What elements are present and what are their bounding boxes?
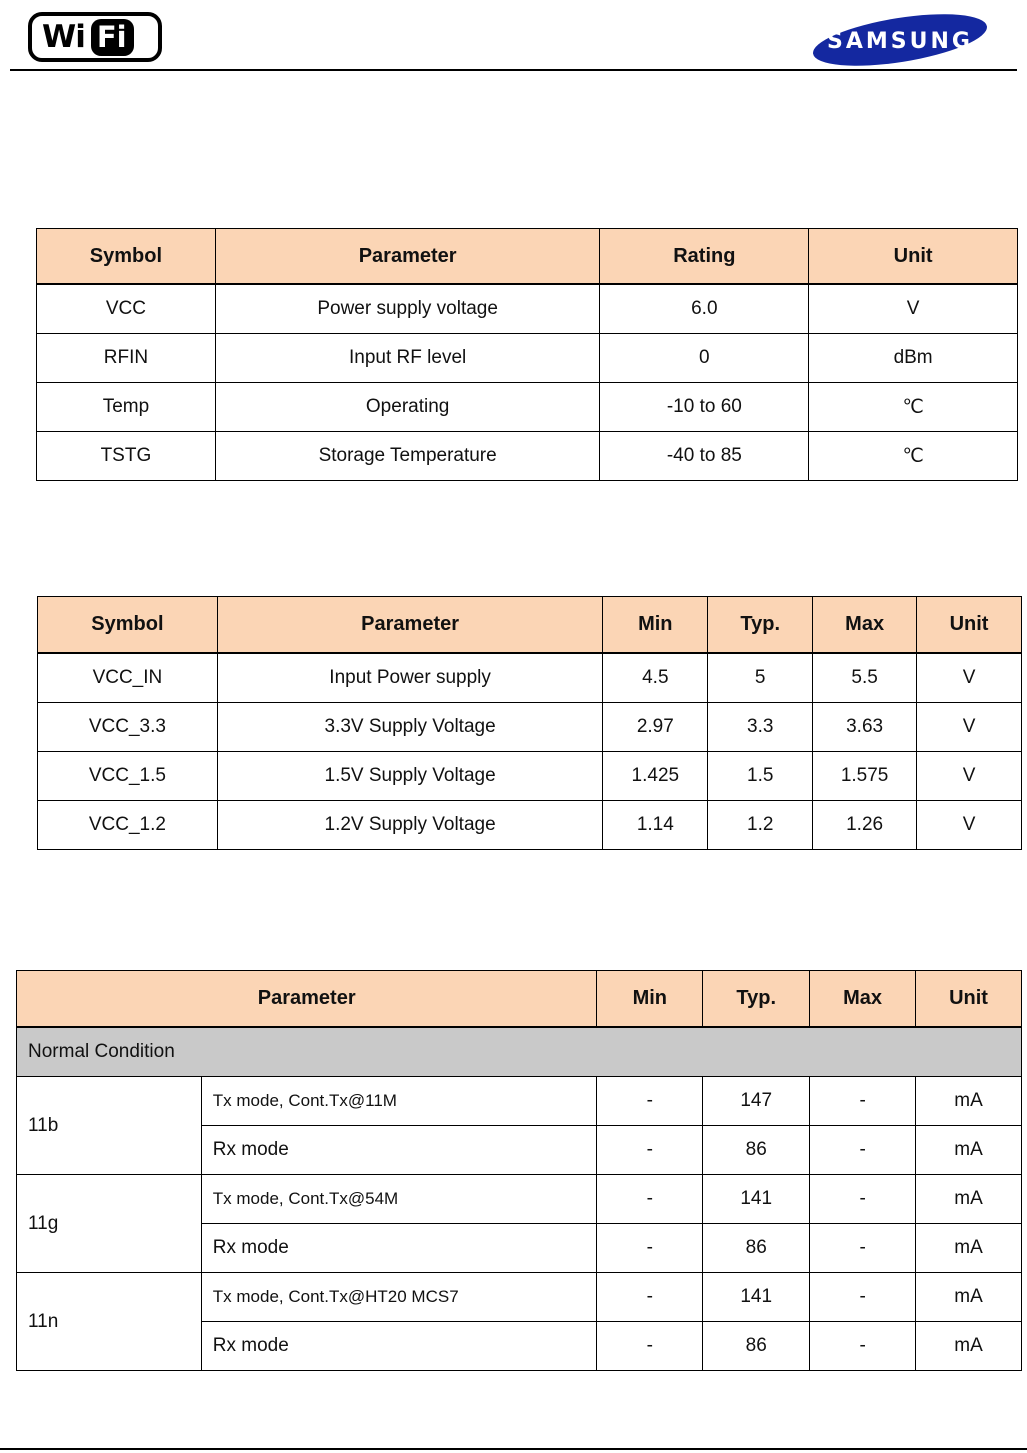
cell-parameter: Storage Temperature bbox=[215, 432, 600, 481]
cell-min: - bbox=[597, 1126, 703, 1175]
samsung-logo bbox=[810, 14, 990, 66]
cell-symbol: TSTG bbox=[37, 432, 216, 481]
cell-max: - bbox=[810, 1077, 916, 1126]
cell-max: - bbox=[810, 1126, 916, 1175]
col-header-unit: Unit bbox=[916, 971, 1022, 1028]
condition-label: Normal Condition bbox=[17, 1027, 1022, 1077]
cell-typ: 141 bbox=[703, 1273, 810, 1322]
cell-symbol: VCC_3.3 bbox=[38, 703, 218, 752]
cell-symbol: Temp bbox=[37, 383, 216, 432]
cell-symbol: VCC_IN bbox=[38, 653, 218, 703]
cell-typ: 86 bbox=[703, 1126, 810, 1175]
col-header-min: Min bbox=[603, 597, 708, 654]
cell-parameter: Tx mode, Cont.Tx@54M bbox=[201, 1175, 597, 1224]
cell-symbol: VCC bbox=[37, 284, 216, 334]
recommended-operating-table bbox=[37, 596, 1022, 850]
current-consumption-table bbox=[16, 970, 1022, 1371]
table-row bbox=[17, 1077, 1022, 1126]
cell-parameter: Tx mode, Cont.Tx@HT20 MCS7 bbox=[201, 1273, 597, 1322]
cell-max: - bbox=[810, 1273, 916, 1322]
cell-symbol: RFIN bbox=[37, 334, 216, 383]
cell-min: 4.5 bbox=[603, 653, 708, 703]
col-header-typ: Typ. bbox=[703, 971, 810, 1028]
cell-max: 1.26 bbox=[813, 801, 917, 850]
cell-parameter: Input Power supply bbox=[217, 653, 603, 703]
cell-max: 3.63 bbox=[813, 703, 917, 752]
page-header bbox=[0, 0, 1027, 72]
cell-min: - bbox=[597, 1224, 703, 1273]
absolute-max-ratings-table bbox=[36, 228, 1018, 481]
cell-parameter: 1.5V Supply Voltage bbox=[217, 752, 603, 801]
cell-parameter: Tx mode, Cont.Tx@11M bbox=[201, 1077, 597, 1126]
cell-typ: 147 bbox=[703, 1077, 810, 1126]
cell-unit: V bbox=[917, 801, 1022, 850]
table-header-row bbox=[38, 597, 1022, 654]
cell-unit: mA bbox=[916, 1322, 1022, 1371]
col-header-unit: Unit bbox=[809, 229, 1018, 285]
table-row bbox=[37, 432, 1018, 481]
table-header-row bbox=[37, 229, 1018, 285]
cell-typ: 1.5 bbox=[708, 752, 813, 801]
cell-unit: V bbox=[917, 752, 1022, 801]
col-header-max: Max bbox=[810, 971, 916, 1028]
col-header-min: Min bbox=[597, 971, 703, 1028]
cell-parameter: 1.2V Supply Voltage bbox=[217, 801, 603, 850]
cell-rating: 6.0 bbox=[600, 284, 809, 334]
cell-unit: mA bbox=[916, 1224, 1022, 1273]
cell-max: - bbox=[810, 1322, 916, 1371]
cell-parameter: Input RF level bbox=[215, 334, 600, 383]
table-row bbox=[38, 653, 1022, 703]
col-header-symbol: Symbol bbox=[38, 597, 218, 654]
cell-min: - bbox=[597, 1077, 703, 1126]
cell-symbol: VCC_1.2 bbox=[38, 801, 218, 850]
col-header-unit: Unit bbox=[917, 597, 1022, 654]
condition-row bbox=[17, 1027, 1022, 1077]
cell-unit: mA bbox=[916, 1175, 1022, 1224]
cell-mode: 11g bbox=[17, 1175, 202, 1273]
col-header-parameter: Parameter bbox=[217, 597, 603, 654]
cell-min: - bbox=[597, 1175, 703, 1224]
header-rule bbox=[10, 69, 1017, 71]
cell-parameter: Rx mode bbox=[201, 1126, 597, 1175]
cell-rating: -40 to 85 bbox=[600, 432, 809, 481]
cell-min: - bbox=[597, 1273, 703, 1322]
table-row bbox=[38, 752, 1022, 801]
cell-rating: 0 bbox=[600, 334, 809, 383]
table-row bbox=[17, 1273, 1022, 1322]
cell-unit: V bbox=[917, 703, 1022, 752]
cell-unit: V bbox=[809, 284, 1018, 334]
cell-typ: 3.3 bbox=[708, 703, 813, 752]
cell-typ: 5 bbox=[708, 653, 813, 703]
table-row bbox=[37, 284, 1018, 334]
cell-unit: mA bbox=[916, 1126, 1022, 1175]
cell-parameter: Operating bbox=[215, 383, 600, 432]
cell-max: - bbox=[810, 1224, 916, 1273]
cell-unit: mA bbox=[916, 1077, 1022, 1126]
table-row bbox=[38, 801, 1022, 850]
cell-unit: ℃ bbox=[809, 432, 1018, 481]
cell-typ: 1.2 bbox=[708, 801, 813, 850]
col-header-max: Max bbox=[813, 597, 917, 654]
cell-typ: 86 bbox=[703, 1224, 810, 1273]
cell-typ: 141 bbox=[703, 1175, 810, 1224]
cell-parameter: Rx mode bbox=[201, 1224, 597, 1273]
cell-unit: V bbox=[917, 653, 1022, 703]
cell-max: 1.575 bbox=[813, 752, 917, 801]
table-row bbox=[17, 1175, 1022, 1224]
cell-min: - bbox=[597, 1322, 703, 1371]
cell-rating: -10 to 60 bbox=[600, 383, 809, 432]
col-header-typ: Typ. bbox=[708, 597, 813, 654]
cell-parameter: 3.3V Supply Voltage bbox=[217, 703, 603, 752]
cell-parameter: Power supply voltage bbox=[215, 284, 600, 334]
wifi-logo-left: Wi bbox=[42, 18, 85, 55]
wifi-logo bbox=[28, 12, 162, 62]
samsung-logo-text: SAMSUNG bbox=[827, 29, 973, 54]
cell-max: 5.5 bbox=[813, 653, 917, 703]
table-header-row bbox=[17, 971, 1022, 1028]
cell-max: - bbox=[810, 1175, 916, 1224]
footer-rule bbox=[0, 1448, 1027, 1450]
cell-unit: mA bbox=[916, 1273, 1022, 1322]
wifi-logo-right: Fi bbox=[91, 19, 134, 56]
cell-mode: 11b bbox=[17, 1077, 202, 1175]
table-row bbox=[37, 383, 1018, 432]
cell-min: 2.97 bbox=[603, 703, 708, 752]
col-header-rating: Rating bbox=[600, 229, 809, 285]
table-row bbox=[37, 334, 1018, 383]
cell-typ: 86 bbox=[703, 1322, 810, 1371]
cell-unit: dBm bbox=[809, 334, 1018, 383]
table-row bbox=[38, 703, 1022, 752]
col-header-parameter: Parameter bbox=[215, 229, 600, 285]
col-header-parameter: Parameter bbox=[17, 971, 597, 1028]
cell-parameter: Rx mode bbox=[201, 1322, 597, 1371]
cell-min: 1.14 bbox=[603, 801, 708, 850]
cell-symbol: VCC_1.5 bbox=[38, 752, 218, 801]
col-header-symbol: Symbol bbox=[37, 229, 216, 285]
cell-unit: ℃ bbox=[809, 383, 1018, 432]
cell-mode: 11n bbox=[17, 1273, 202, 1371]
cell-min: 1.425 bbox=[603, 752, 708, 801]
